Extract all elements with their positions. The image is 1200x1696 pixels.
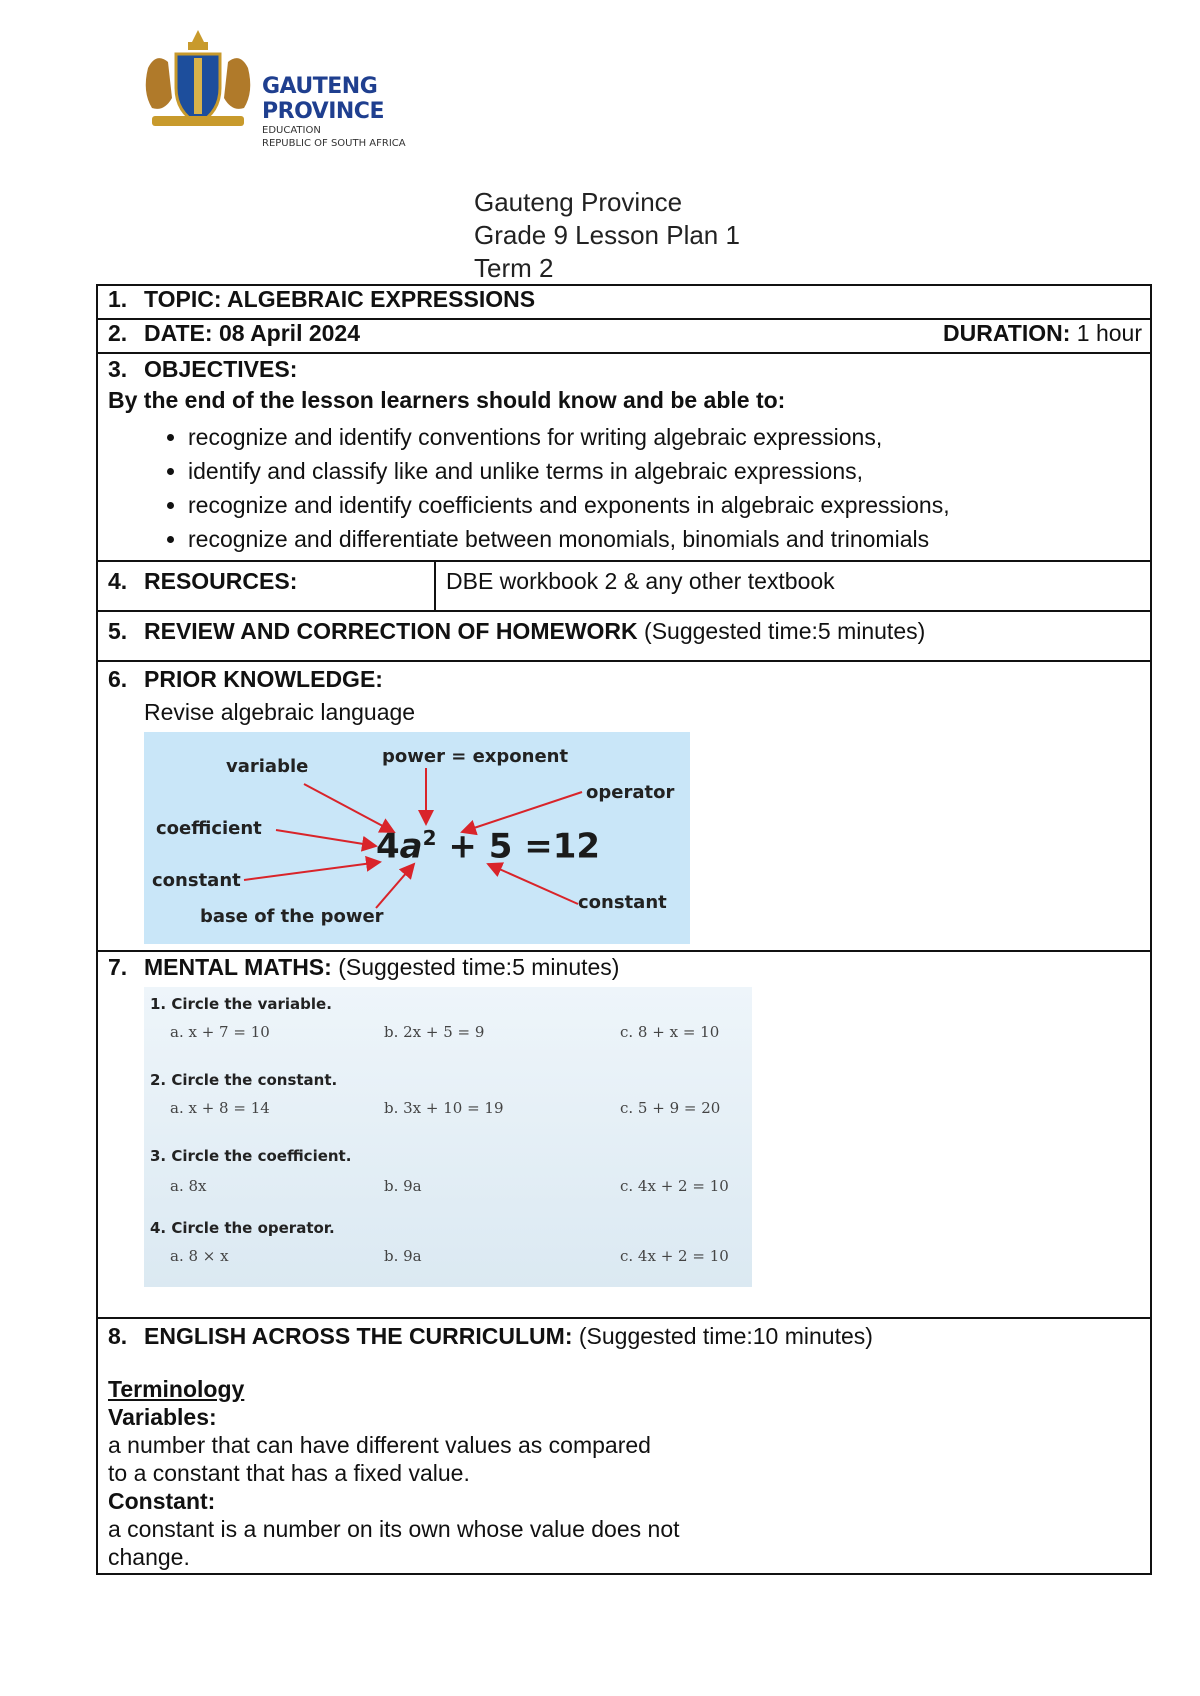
prior-heading [108,666,1142,693]
review-time: (Suggested time:5 minutes) [637,618,926,644]
label-power-exponent: power = exponent [382,746,569,767]
prior-label: PRIOR KNOWLEDGE: [144,666,383,692]
question-title: 1. Circle the variable. [150,995,332,1013]
title-line: Grade 9 Lesson Plan 1 [474,220,740,250]
prior-knowledge-cell [97,661,1151,951]
review-cell [97,611,1151,661]
arrow-coefficient [276,830,376,846]
date-cell [97,319,1151,353]
section-number: 8. [108,1323,128,1349]
label-operator: operator [586,782,675,803]
topic-label: TOPIC: ALGEBRAIC EXPRESSIONS [144,286,536,312]
label-constant-left: constant [152,870,241,891]
section-number: 1. [108,286,128,312]
english-label: ENGLISH ACROSS THE CURRICULUM: [144,1323,573,1349]
date-row [97,319,1151,353]
question-title: 4. Circle the operator. [150,1219,335,1237]
mental-maths-exercise [144,987,752,1287]
algebraic-language-diagram [144,732,690,944]
gauteng-logo [138,28,468,149]
option-b: b. 2x + 5 = 9 [384,1023,485,1041]
equation-exponent: 2 [422,826,437,850]
duration-value: 1 hour [1070,320,1142,346]
definition-line: a constant is a number on its own whose value does not [108,1516,680,1542]
section-number: 5. [108,618,128,644]
label-coefficient: coefficient [156,818,262,839]
option-a: a. x + 7 = 10 [170,1023,270,1041]
term-variables: Variables: [108,1404,217,1430]
option-c: c. 8 + x = 10 [620,1023,720,1041]
mental-heading [108,954,1142,981]
english-row [97,1318,1151,1574]
arrow-variable [304,784,394,832]
question-title: 3. Circle the coefficient. [150,1147,352,1165]
mental-maths-cell [97,951,1151,1318]
objectives-heading [108,356,1142,383]
list-item: • recognize and identify conventions for writing algebraic expressions, [188,420,1142,454]
document-title [474,186,740,285]
logo-text [262,74,468,150]
option-c: c. 4x + 2 = 10 [620,1177,729,1195]
list-item: • recognize and identify coefficients and exponents in algebraic expressions, [188,488,1142,522]
resources-label: RESOURCES: [144,568,298,594]
resources-label-cell [97,561,435,611]
arrow-base [376,864,414,908]
option-a: a. 8 × x [170,1247,229,1265]
option-a: a. 8x [170,1177,207,1195]
logo-sub-education: EDUCATION [262,125,321,136]
label-constant-right: constant [578,892,667,913]
section-number: 4. [108,568,128,594]
english-time: (Suggested time:10 minutes) [572,1323,873,1349]
logo-sub-country: REPUBLIC OF SOUTH AFRICA [262,138,406,149]
question-title: 2. Circle the constant. [150,1071,338,1089]
definition-line: change. [108,1544,190,1570]
review-label: REVIEW AND CORRECTION OF HOMEWORK [144,618,638,644]
title-line: Gauteng Province [474,187,683,217]
section-number: 3. [108,356,128,382]
mental-label: MENTAL MATHS: [144,954,332,980]
section-number: 6. [108,666,128,692]
terminology-heading: Terminology [108,1376,245,1402]
objectives-label: OBJECTIVES: [144,356,298,382]
term-constant: Constant: [108,1488,216,1514]
arrow-constant-left [244,862,380,880]
equation-rest: + 5 =12 [436,826,601,867]
option-b: b. 3x + 10 = 19 [384,1099,504,1117]
topic-row [97,285,1151,319]
duration [943,320,1142,347]
coat-of-arms-icon [138,28,258,132]
resources-row [97,561,1151,611]
objectives-lead: By the end of the lesson learners should know and be able to: [108,387,786,413]
date-label: DATE: 08 April 2024 [144,320,361,346]
duration-label: DURATION: [943,320,1071,346]
english-cell [97,1318,1151,1574]
label-variable: variable [226,756,309,777]
mental-maths-row [97,951,1151,1318]
review-row [97,611,1151,661]
title-line: Term 2 [474,253,554,283]
definition-line: to a constant that has a fixed value. [108,1460,470,1486]
topic-cell [97,285,1151,319]
prior-text: Revise algebraic language [144,699,416,725]
equation-variable: a [399,826,423,867]
option-c: c. 4x + 2 = 10 [620,1247,729,1265]
section-number: 7. [108,954,128,980]
lesson-plan-table [96,284,1152,1575]
objectives-cell [97,353,1151,561]
equation-coefficient: 4 [376,826,400,867]
equation [376,826,600,866]
logo-main-text: GAUTENG PROVINCE [262,74,384,124]
option-b: b. 9a [384,1177,422,1195]
mental-time: (Suggested time:5 minutes) [331,954,620,980]
resources-value: DBE workbook 2 & any other textbook [435,561,1151,611]
prior-knowledge-row [97,661,1151,951]
definition-line: a number that can have different values as compared [108,1432,651,1458]
list-item: • recognize and differentiate between monomials, binomials and trinomials [188,522,1142,556]
label-base-of-power: base of the power [200,906,384,927]
objectives-row [97,353,1151,561]
option-c: c. 5 + 9 = 20 [620,1099,721,1117]
arrow-constant-right [488,864,578,904]
english-heading [108,1323,1142,1350]
option-a: a. x + 8 = 14 [170,1099,270,1117]
objectives-list [108,420,1142,556]
option-b: b. 9a [384,1247,422,1265]
list-item: • identify and classify like and unlike terms in algebraic expressions, [188,454,1142,488]
section-number: 2. [108,320,128,346]
